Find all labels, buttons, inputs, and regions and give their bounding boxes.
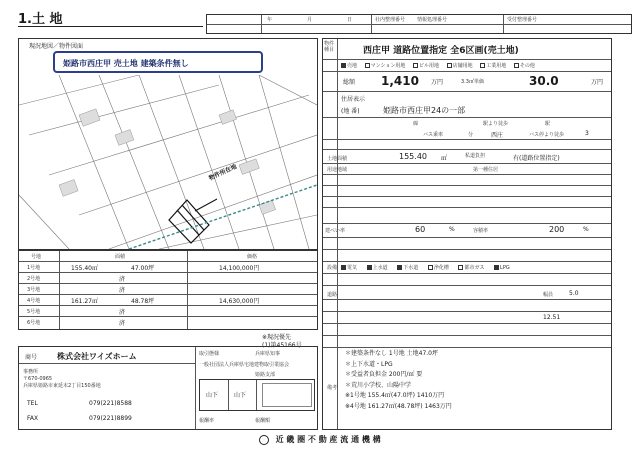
utility-options: [341, 264, 510, 271]
lot-row-4-sqm: 161.27㎡: [71, 298, 98, 305]
office-address: 兵庫県姫路市東延末2丁目150番地: [23, 383, 101, 389]
address-label: 住居表示: [341, 96, 366, 103]
as-is-note: ※現況優先: [262, 334, 292, 341]
utilities-label: 設備: [327, 265, 338, 271]
far-value: 200: [549, 225, 565, 234]
map-title: 現況地図／物件図面: [29, 43, 84, 50]
agent-prefecture: 兵庫県知事: [255, 351, 281, 357]
address-sub-label: (地 番): [341, 108, 360, 115]
type-mansion: マンション用地: [370, 63, 406, 69]
line-label: 線: [413, 121, 419, 127]
type-shop: 店舗用地: [452, 63, 473, 69]
agent-right-label: 取引態様: [199, 351, 220, 357]
road-label: 道路: [327, 292, 338, 298]
type-other: その他: [519, 63, 535, 69]
type-checkbox-industrial[interactable]: [480, 63, 485, 68]
stop-walk-label: バス停より徒歩: [529, 132, 565, 138]
lot-row-2-status: 済: [119, 276, 126, 283]
office-label: 事務所: [23, 369, 39, 375]
header-year: 年: [267, 17, 273, 23]
road-contact-value: 12.51: [543, 314, 561, 321]
lot-row-2-no: 2号地: [27, 276, 41, 282]
memo-line-1: ＊建築条件なし 1号地 土地47.0坪: [345, 350, 438, 357]
seal-stamp-grid: [262, 383, 312, 407]
type-checkbox-land[interactable]: [341, 63, 346, 68]
tel-label: TEL: [27, 400, 38, 407]
map-drawing: [19, 75, 317, 249]
seal-box: [199, 379, 315, 411]
map-panel: [18, 38, 318, 250]
lot-header-area: 面積: [115, 254, 126, 260]
office-zip: 〒670-0965: [23, 376, 53, 382]
station-walk-label: 駅より徒歩: [483, 121, 509, 127]
type-land: 売地: [347, 63, 358, 69]
fax-number: 079(221)8899: [89, 415, 132, 422]
price-unit: 万円: [431, 79, 444, 86]
bus-label: バス乗車: [423, 132, 444, 138]
section-title: 1.土 地: [18, 12, 63, 27]
lot-table: [18, 250, 318, 330]
utility-checkbox-electric[interactable]: [341, 265, 346, 270]
org-logo-icon: [259, 435, 269, 445]
details-panel: [322, 38, 612, 430]
type-industrial: 工業用地: [486, 63, 507, 69]
lot-row-3-status: 済: [119, 287, 126, 294]
title-underline: [18, 26, 203, 27]
bcr-value: 60: [415, 225, 426, 234]
fee-value: 報酬額: [255, 418, 271, 424]
agent-association: 一般社団法人兵庫県宅地建物取引業協会: [199, 362, 290, 368]
memo-line-2: ＊上下水道・LPG: [345, 360, 393, 368]
far-unit: %: [583, 226, 589, 233]
type-checkbox-building[interactable]: [413, 63, 418, 68]
road-width-value: 5.0: [569, 290, 579, 297]
bcr-label: 建ぺい率: [325, 228, 346, 234]
lot-row-4-tsubo: 48.78坪: [131, 298, 155, 305]
bus-stop-name: 西庄: [491, 132, 504, 139]
map-headline: 姫路市西庄甲 売土地 建築条件無し: [63, 59, 189, 68]
type-building: ビル用地: [418, 63, 439, 69]
header-day: 日: [347, 17, 353, 23]
lot-row-1-tsubo: 47.00坪: [131, 265, 155, 272]
footer-org: 近 畿 圏 不 動 産 流 通 機 構: [275, 435, 381, 444]
utility-water: 上水道: [372, 265, 388, 271]
type-options: [341, 62, 535, 69]
license-number: (1)第45166号: [262, 342, 302, 349]
header-internal-no: 社内整理番号: [375, 17, 406, 23]
lot-row-1-price: 14,100,000円: [219, 265, 260, 272]
far-label: 容積率: [473, 228, 489, 234]
utility-checkbox-water[interactable]: [367, 265, 372, 270]
lot-row-4-price: 14,630,000円: [219, 298, 260, 305]
land-area-label: 土地面積: [327, 156, 348, 162]
type-checkbox-mansion[interactable]: [365, 63, 370, 68]
private-road-label: 私道負担: [465, 153, 486, 159]
fee-label: 報酬率: [199, 418, 215, 424]
memo-line-6: ※4号地 161.27㎡(48.78坪) 1463万円: [345, 402, 452, 410]
use-zone-value: 第一種住居: [473, 167, 499, 173]
type-label: 物件種目: [324, 41, 335, 53]
utility-sewer: 下水道: [403, 265, 419, 271]
fax-label: FAX: [27, 415, 39, 422]
agent-branch: 姫路支部: [255, 372, 276, 378]
utility-lpg: LPG: [500, 265, 510, 271]
header-info-no: 情報処理番号: [417, 17, 448, 23]
map-headline-box: [53, 51, 263, 73]
price-label: 総額: [343, 79, 356, 86]
company-name: 株式会社ワイズホーム: [57, 352, 137, 361]
lot-row-5-status: 済: [119, 309, 126, 316]
land-area-value: 155.40: [399, 152, 427, 161]
lot-row-1-sqm: 155.40㎡: [71, 265, 98, 272]
lot-row-4-no: 4号地: [27, 298, 41, 304]
utility-checkbox-lpg[interactable]: [494, 265, 499, 270]
utility-checkbox-citygas[interactable]: [458, 265, 463, 270]
memo-line-5: ※1号地 155.4㎡(47.0坪) 1410万円: [345, 392, 445, 399]
utility-electric: 電気: [347, 265, 358, 271]
header-grid: [206, 14, 632, 34]
utility-citygas: 都市ガス: [464, 265, 485, 271]
header-reception-no: 受付整理番号: [507, 17, 538, 23]
agent-block: [18, 346, 318, 430]
memo-label: 備考: [327, 385, 338, 391]
memo-line-3: ＊受益者負担金 200円/㎡ 要: [345, 371, 423, 378]
map-target-label: 物件所在地: [207, 163, 239, 183]
use-zone-label: 用途地域: [327, 167, 348, 173]
company-label: 商号: [25, 354, 38, 361]
footer: [0, 434, 640, 445]
tsubo-price-value: 30.0: [529, 74, 559, 88]
lot-header-no: 号地: [31, 254, 42, 260]
land-area-unit: ㎡: [441, 155, 448, 162]
tsubo-price-label: 3.3㎡単価: [461, 79, 484, 85]
property-title: 西庄甲 道路位置指定 全6区画(売土地): [363, 46, 519, 56]
private-road-value: 有(道路位置指定): [513, 155, 560, 162]
tsubo-price-unit: 万円: [591, 79, 604, 86]
seal-left: 山下: [206, 392, 219, 399]
bcr-unit: %: [449, 226, 455, 233]
utility-checkbox-sewer[interactable]: [397, 265, 402, 270]
lot-row-6-status: 済: [119, 320, 126, 327]
lot-row-1-no: 1号地: [27, 265, 41, 271]
lot-row-6-no: 6号地: [27, 320, 41, 326]
station-label: 駅: [545, 121, 551, 127]
header-month: 月: [307, 17, 313, 23]
bus-min-label: 分: [468, 132, 474, 138]
tel-number: 079(221)8588: [89, 400, 132, 407]
seal-right: 山下: [234, 392, 247, 399]
memo-line-4: ＊荒川小学校、山陽中学: [345, 381, 412, 389]
road-width-label: 幅員: [543, 292, 554, 298]
utility-septic: 浄化槽: [433, 265, 449, 271]
stop-walk-min: 3: [585, 130, 589, 137]
lot-row-5-no: 5号地: [27, 309, 41, 315]
address-value: 姫路市西庄甲24の一部: [383, 106, 466, 115]
price-value: 1,410: [381, 74, 419, 88]
lot-header-price: 価格: [247, 254, 258, 260]
lot-row-3-no: 3号地: [27, 287, 41, 293]
type-checkbox-shop[interactable]: [447, 63, 452, 68]
utility-checkbox-septic[interactable]: [428, 265, 433, 270]
memo-lines: [345, 349, 452, 412]
type-checkbox-other[interactable]: [514, 63, 519, 68]
